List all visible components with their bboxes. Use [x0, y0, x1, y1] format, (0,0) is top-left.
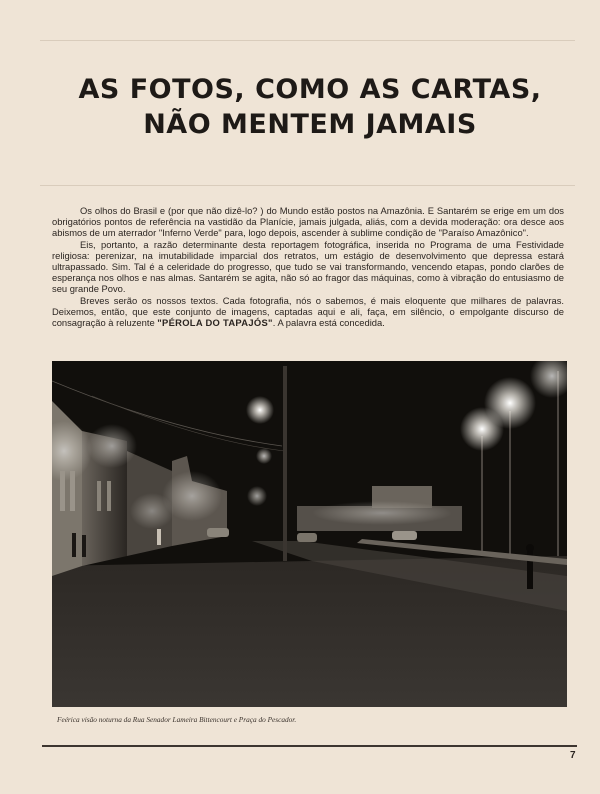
paragraph-3-start: Breves serão os nossos textos. Cada fotografia, nós o sabemos, é mais eloquente que milhares de palavras. Deixemos, então, que este conjunto de imagens, captadas aqui e ali, faça, em silêncio, o empolgante discurso de consagração à reluzente [52, 294, 564, 329]
street-lamp [246, 396, 274, 424]
lamp-post [509, 411, 511, 556]
title-line-2: NÃO MENTEM JAMAIS [143, 109, 477, 140]
parked-car [207, 528, 229, 537]
plaza-lamp [460, 407, 504, 451]
header-rule [40, 40, 575, 41]
facade-glow-4 [130, 493, 174, 529]
night-street-photo [52, 361, 567, 707]
lamp-post [557, 371, 559, 556]
street-lamp [247, 486, 267, 506]
page-number: 7 [570, 750, 576, 761]
window [60, 471, 65, 511]
window [70, 471, 75, 511]
night-street-illustration [52, 361, 567, 707]
pedestrian [82, 535, 86, 557]
paragraph-3-end: . A palavra está concedida. [272, 317, 385, 329]
article-body [52, 205, 564, 328]
highlight-perola: "PÉROLA DO TAPAJÓS" [157, 317, 273, 329]
title-line-1: AS FOTOS, COMO AS CARTAS, [78, 74, 542, 105]
pedestrian-head [526, 544, 534, 552]
paragraph-3 [52, 295, 564, 329]
window [97, 481, 101, 511]
pedestrian [72, 533, 76, 557]
paragraph-1: Os olhos do Brasil e (por que não dizê-lo? ) do Mundo estão postos na Amazônia. E Santarém se erige em um dos obrigatórios pontos de referência na vastidão da Planície, jamais julgada, aliás, com a devida moderação: ora desce aos abismos de um aterrador "Inferno Verde" para, logo depois, ascender à sublime condição de "Paraíso Amazônico". [52, 205, 564, 239]
parked-car [297, 533, 317, 542]
footer-rule [42, 745, 577, 747]
pedestrian [157, 529, 161, 545]
facade-glow-2 [87, 424, 137, 468]
street-pole [283, 366, 287, 561]
street-lamp [256, 448, 272, 464]
parked-car [392, 531, 417, 540]
lamp-post [481, 436, 483, 556]
photo-caption: Feérica visão noturna da Rua Senador Lameira Bittencourt e Praça do Pescador. [57, 715, 297, 724]
paragraph-2: Eis, portanto, a razão determinante desta reportagem fotográfica, inserida no Programa de uma Festividade religiosa: perenizar, na imutabilidade imparcial dos retratos, um estágio de desenvolvimento que depressa estará ultrapassado. Sim. Tal é a celeridade do progresso, que tudo se vai transformando, vencendo etapas, pondo clarões de esperança nos olhos e nas almas. Santarém se agita, não só ao fragor das máquinas, como à vibração do entusiasmo de seu grande Povo. [52, 238, 564, 295]
plaza-glow [312, 501, 452, 525]
window [107, 481, 111, 511]
page-title [30, 72, 590, 142]
title-rule [40, 185, 575, 186]
